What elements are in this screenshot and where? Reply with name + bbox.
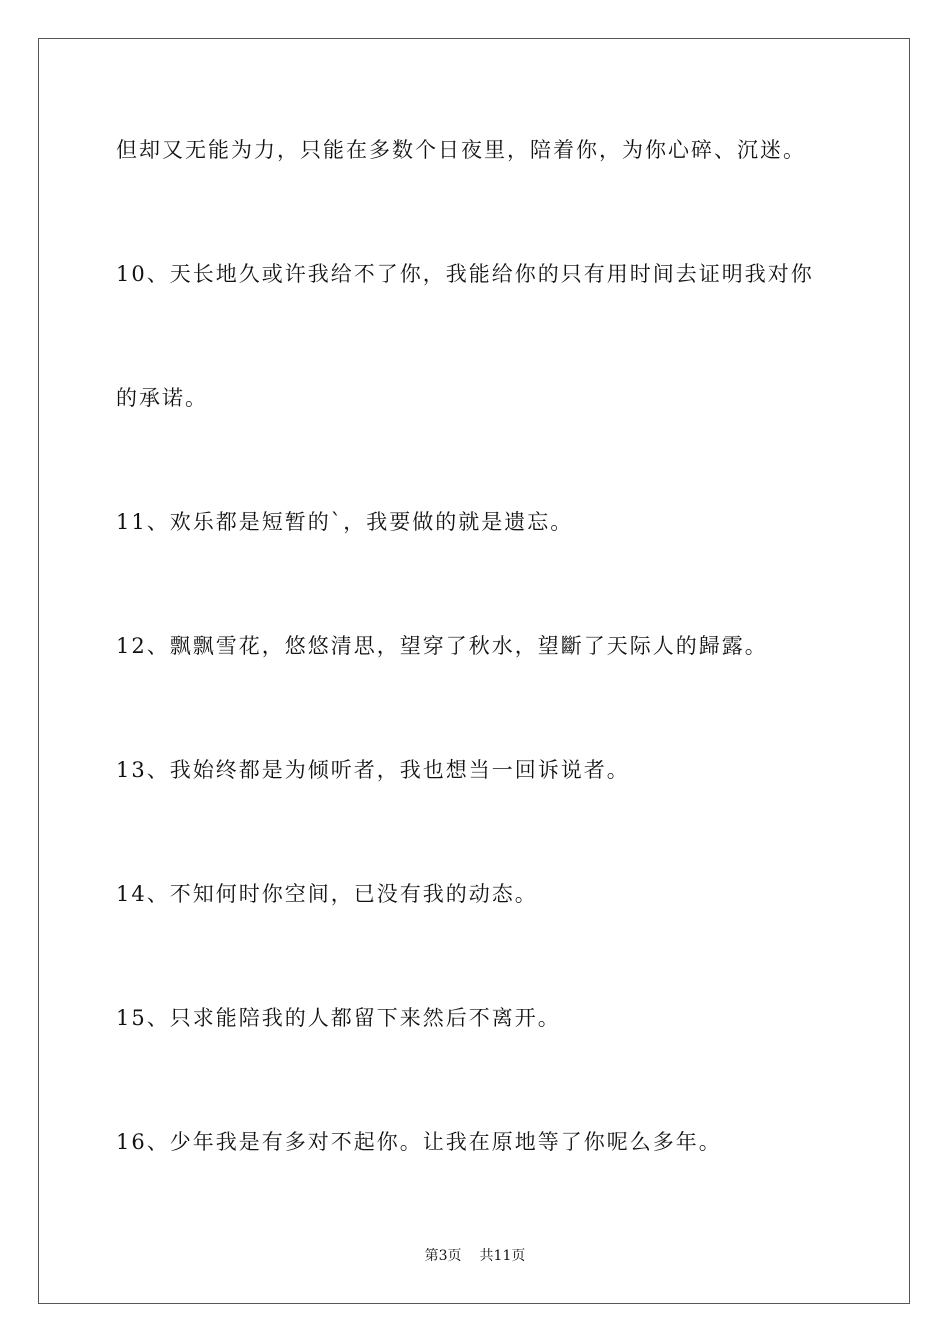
text-line: 的承诺。: [116, 386, 208, 410]
page-frame: [38, 38, 910, 1304]
page-footer: [0, 1246, 950, 1266]
text-line: 14、不知何时你空间，已没有我的动态。: [116, 882, 538, 906]
text-line: 15、只求能陪我的人都留下来然后不离开。: [116, 1006, 561, 1030]
text-line: 12、飘飘雪花，悠悠清思，望穿了秋水，望斷了天际人的歸露。: [116, 634, 768, 658]
text-line: 11、欢乐都是短暂的`，我要做的就是遗忘。: [116, 510, 574, 534]
page-total: 共11页: [479, 1248, 526, 1264]
text-line: 但却又无能为力，只能在多数个日夜里，陪着你，为你心碎、沉迷。: [116, 138, 806, 162]
text-line: 13、我始终都是为倾听者，我也想当一回诉说者。: [116, 758, 630, 782]
text-line: 16、少年我是有多对不起你。让我在原地等了你呢么多年。: [116, 1130, 722, 1154]
text-line: 10、天长地久或许我给不了你，我能给你的只有用时间去证明我对你: [116, 262, 814, 286]
page-number: 第3页: [424, 1248, 462, 1264]
